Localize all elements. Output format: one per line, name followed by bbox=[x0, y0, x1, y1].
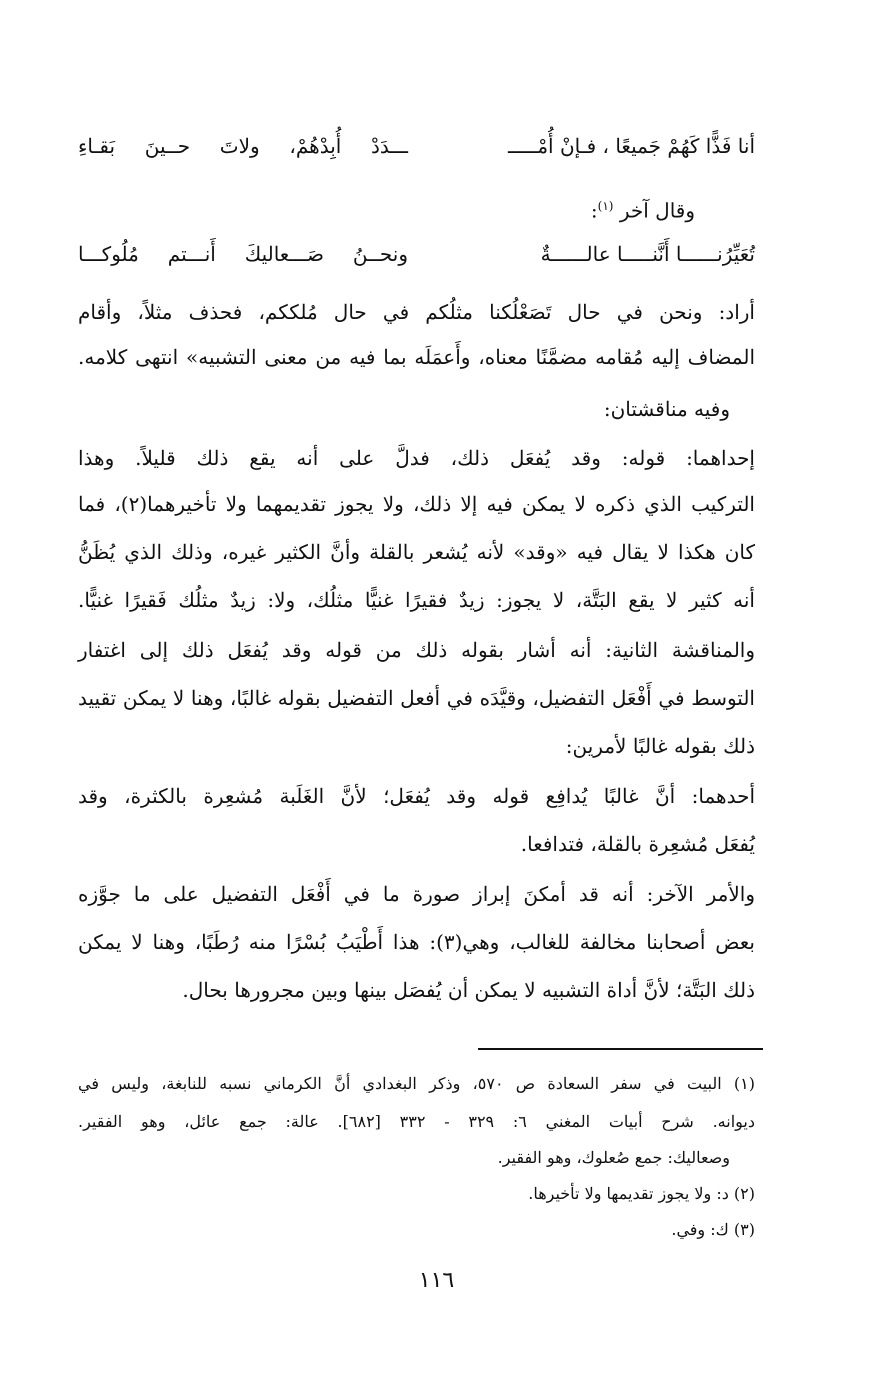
body-line: أنه كثير لا يقع البَتَّة، لا يجوز: زيدٌ فقيرًا غنيًّا مثلُك، ولا: زيدٌ مثلُك فَقيرًا غنيًّا. bbox=[78, 588, 755, 612]
footnote-line: ديوانه. شرح أبيات المغني ٦: ٣٢٩ - ٣٣٢ [٦٨٢]. عالة: جمع عائل، وهو الفقير. bbox=[78, 1112, 756, 1131]
body-line: كان هكذا لا يقال فيه «وقد» لأنه يُشعر بالقلة وأنَّ الكثير غيره، وذلك الذي يُظَنُّ bbox=[78, 540, 755, 564]
verse-intro-colon: : bbox=[590, 198, 598, 223]
footnote-line: (٢) د: ولا يجوز تقديمها ولا تأخيرها. bbox=[528, 1184, 755, 1203]
body-line: يُفعَل مُشعِرة بالقلة، فتدافعا. bbox=[520, 832, 755, 856]
verse1-first-hemistich: أنا فَذًّا كَهُمْ جَميعًا ، فـإنْ أُمْـــــ bbox=[508, 134, 755, 158]
body-line: والمناقشة الثانية: أنه أشار بقوله ذلك من قوله وقد يُفعَل ذلك إلى اغتفار bbox=[78, 638, 755, 662]
body-line: التوسط في أَفْعَل التفضيل، وقيَّدَه في أفعل التفضيل بقوله غالبًا، وهنا لا يمكن تقييد bbox=[78, 686, 755, 710]
body-line: إحداهما: قوله: وقد يُفعَل ذلك، فدلَّ على أنه يقع ذلك قليلاً. وهذا bbox=[78, 446, 755, 470]
footnote-line: (١) البيت في سفر السعادة ص ٥٧٠، وذكر البغدادي أنَّ الكرماني نسبه للنابغة، وليس في bbox=[78, 1074, 756, 1093]
footnote-ref-1: (١) bbox=[597, 199, 614, 213]
verse1-second-hemistich: ـــدَدْ أُبِدْهُمْ، ولاتَ حــينَ بَقـاءِ bbox=[78, 134, 408, 158]
verse2-second-hemistich: ونحــنُ صَـــعاليكَ أَنـــتم مُلُوكـــا bbox=[78, 242, 408, 266]
footnote-line: وصعاليك: جمع صُعلوك، وهو الفقير. bbox=[497, 1148, 730, 1167]
body-line: وفيه مناقشتان: bbox=[603, 397, 730, 421]
page-number: ١١٦ bbox=[418, 1268, 455, 1293]
body-line: المضاف إليه مُقامه مضمَّنًا معناه، وأَعمَلَه بما فيه من معنى التشبيه» انتهى كلامه. bbox=[78, 345, 755, 369]
body-line: أراد: ونحن في حال تَصَعْلُكنا مثلُكم في حال مُلككم، فحذف مثلاً، وأقام bbox=[78, 300, 755, 324]
body-line: التركيب الذي ذكره لا يمكن فيه إلا ذلك، ولا يجوز تقديمهما ولا تأخيرهما(٢)، فما bbox=[78, 492, 755, 516]
body-line: والأمر الآخر: أنه قد أمكنَ إبراز صورة ما في أَفْعَل التفضيل على ما جوَّزه bbox=[78, 882, 755, 906]
body-line: ذلك البَتَّة؛ لأنَّ أداة التشبيه لا يمكن أن يُفصَل بينها وبين مجرورها بحال. bbox=[182, 978, 755, 1002]
body-line: أحدهما: أنَّ غالبًا يُدافِع قوله وقد يُفعَل؛ لأنَّ الغَلَبة مُشعِرة بالكثرة، وقد bbox=[78, 784, 755, 808]
body-line: بعض أصحابنا مخالفة للغالب، وهي(٣): هذا أَطْيَبُ بُسْرًا منه رُطَبًا، وهنا لا يمكن bbox=[78, 930, 756, 954]
footnote-line: (٣) ك: وفي. bbox=[671, 1220, 755, 1239]
footnote-separator bbox=[478, 1048, 763, 1050]
verse-intro bbox=[405, 192, 695, 225]
body-line: ذلك بقوله غالبًا لأمرين: bbox=[565, 734, 755, 758]
verse-intro-text: وقال آخر bbox=[619, 198, 695, 223]
verse2-first-hemistich: تُعَيِّرُنــــــا أَنَّنـــــا عالــــــةٌ bbox=[540, 242, 755, 266]
